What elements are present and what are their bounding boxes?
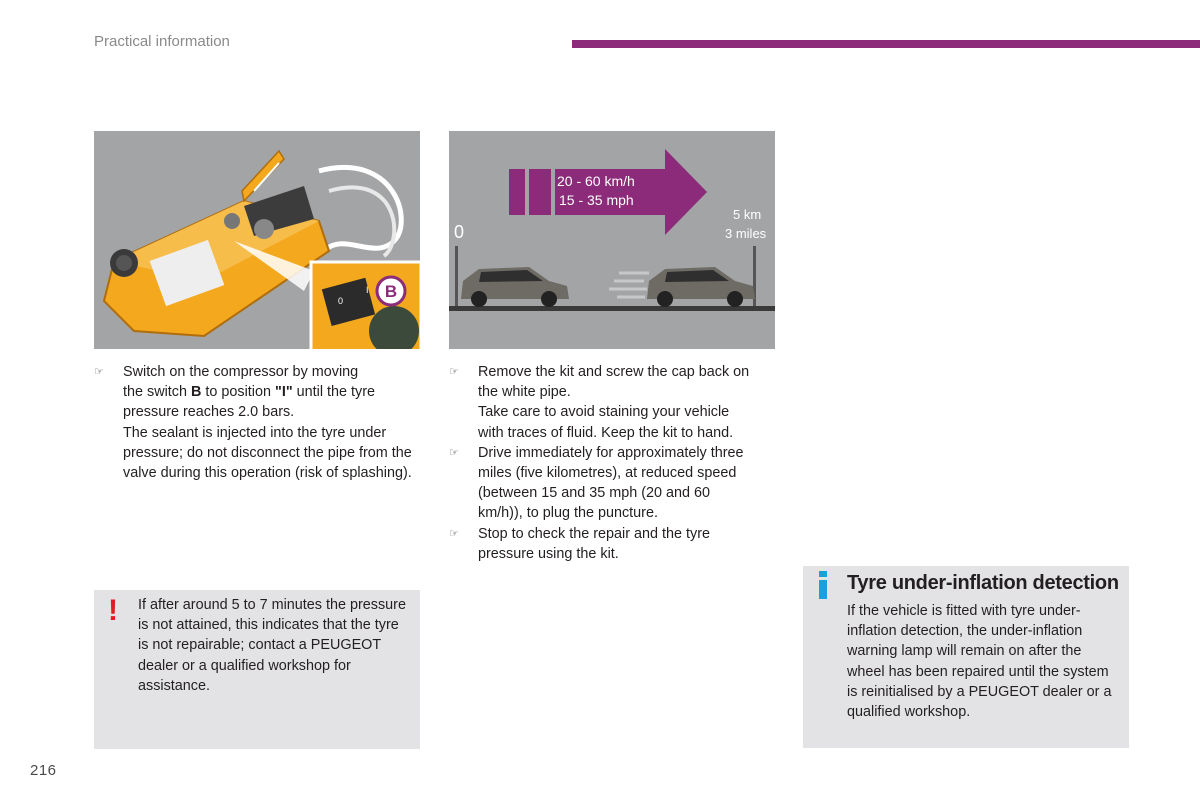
list-item (449, 524, 779, 564)
drive-figure (449, 131, 775, 349)
pointing-hand-icon: ☞ (449, 526, 459, 540)
middle-instructions (449, 362, 779, 564)
warning-text: If after around 5 to 7 minutes the pressure is not attained, this indicates that the tyre is not repairable; contact a PEUGEOT dealer or a qualified workshop for assistance. (138, 597, 406, 694)
drive-illustration (449, 131, 775, 349)
position-i-ref: "I" (275, 384, 293, 401)
switch-one-label: I (366, 285, 369, 295)
speed-mph-label: 15 - 35 mph (559, 192, 634, 208)
step-drive: Drive immediately for approximately three miles (five kilometres), at reduced speed (between 15 and 35 mph (20 and 60 km/h)), to plug the puncture. (478, 444, 744, 522)
page-number: 216 (30, 762, 57, 779)
info-icon (816, 571, 830, 599)
switch-zero-label: 0 (338, 296, 344, 306)
pointing-hand-icon: ☞ (94, 365, 104, 378)
left-instructions (94, 362, 424, 483)
compressor-illustration (94, 131, 420, 349)
list-item (449, 362, 779, 443)
list-item (449, 443, 779, 524)
step-switch-on-line3: pressure reaches 2.0 bars. (123, 404, 295, 421)
distance-km-label: 5 km (733, 207, 762, 222)
page-header-title: Practical information (94, 33, 230, 50)
step-switch-on-line1: Switch on the compressor by moving (123, 364, 359, 380)
start-distance-label: 0 (454, 222, 465, 242)
step-switch-on-note: The sealant is injected into the tyre under pressure; do not disconnect the pipe from the valve during this operation (risk of splashing). (123, 424, 412, 482)
switch-b-ref: B (190, 384, 202, 401)
pointing-hand-icon: ☞ (449, 365, 459, 378)
step-remove-kit-note: Take care to avoid staining your vehicle with traces of fluid. Keep the kit to hand. (478, 404, 734, 441)
distance-miles-label: 3 miles (725, 226, 767, 241)
pointing-hand-icon: ☞ (449, 445, 459, 459)
compressor-figure (94, 131, 420, 349)
speed-kmh-label: 20 - 60 km/h (557, 173, 635, 189)
switch-b-label: B (384, 282, 398, 301)
step-stop-check: Stop to check the repair and the tyre pressure using the kit. (478, 525, 710, 562)
step-remove-kit: Remove the kit and screw the cap back on the white pipe. (478, 364, 750, 401)
info-box (803, 566, 1129, 748)
page-header-bar (572, 40, 1200, 48)
warning-box (94, 590, 420, 749)
exclamation-icon: ! (108, 594, 118, 627)
info-text: If the vehicle is fitted with tyre under-inflation detection, the under-inflation warning lamp will remain on after the wheel has been repaired until the system is reinitialised by a PEUGEOT dealer or a qualified workshop. (847, 603, 1112, 721)
info-title: Tyre under-inflation detection (847, 572, 1119, 594)
step-switch-on-line2: the switch B to position "I" until the tyre (123, 384, 376, 401)
list-item (94, 362, 424, 483)
